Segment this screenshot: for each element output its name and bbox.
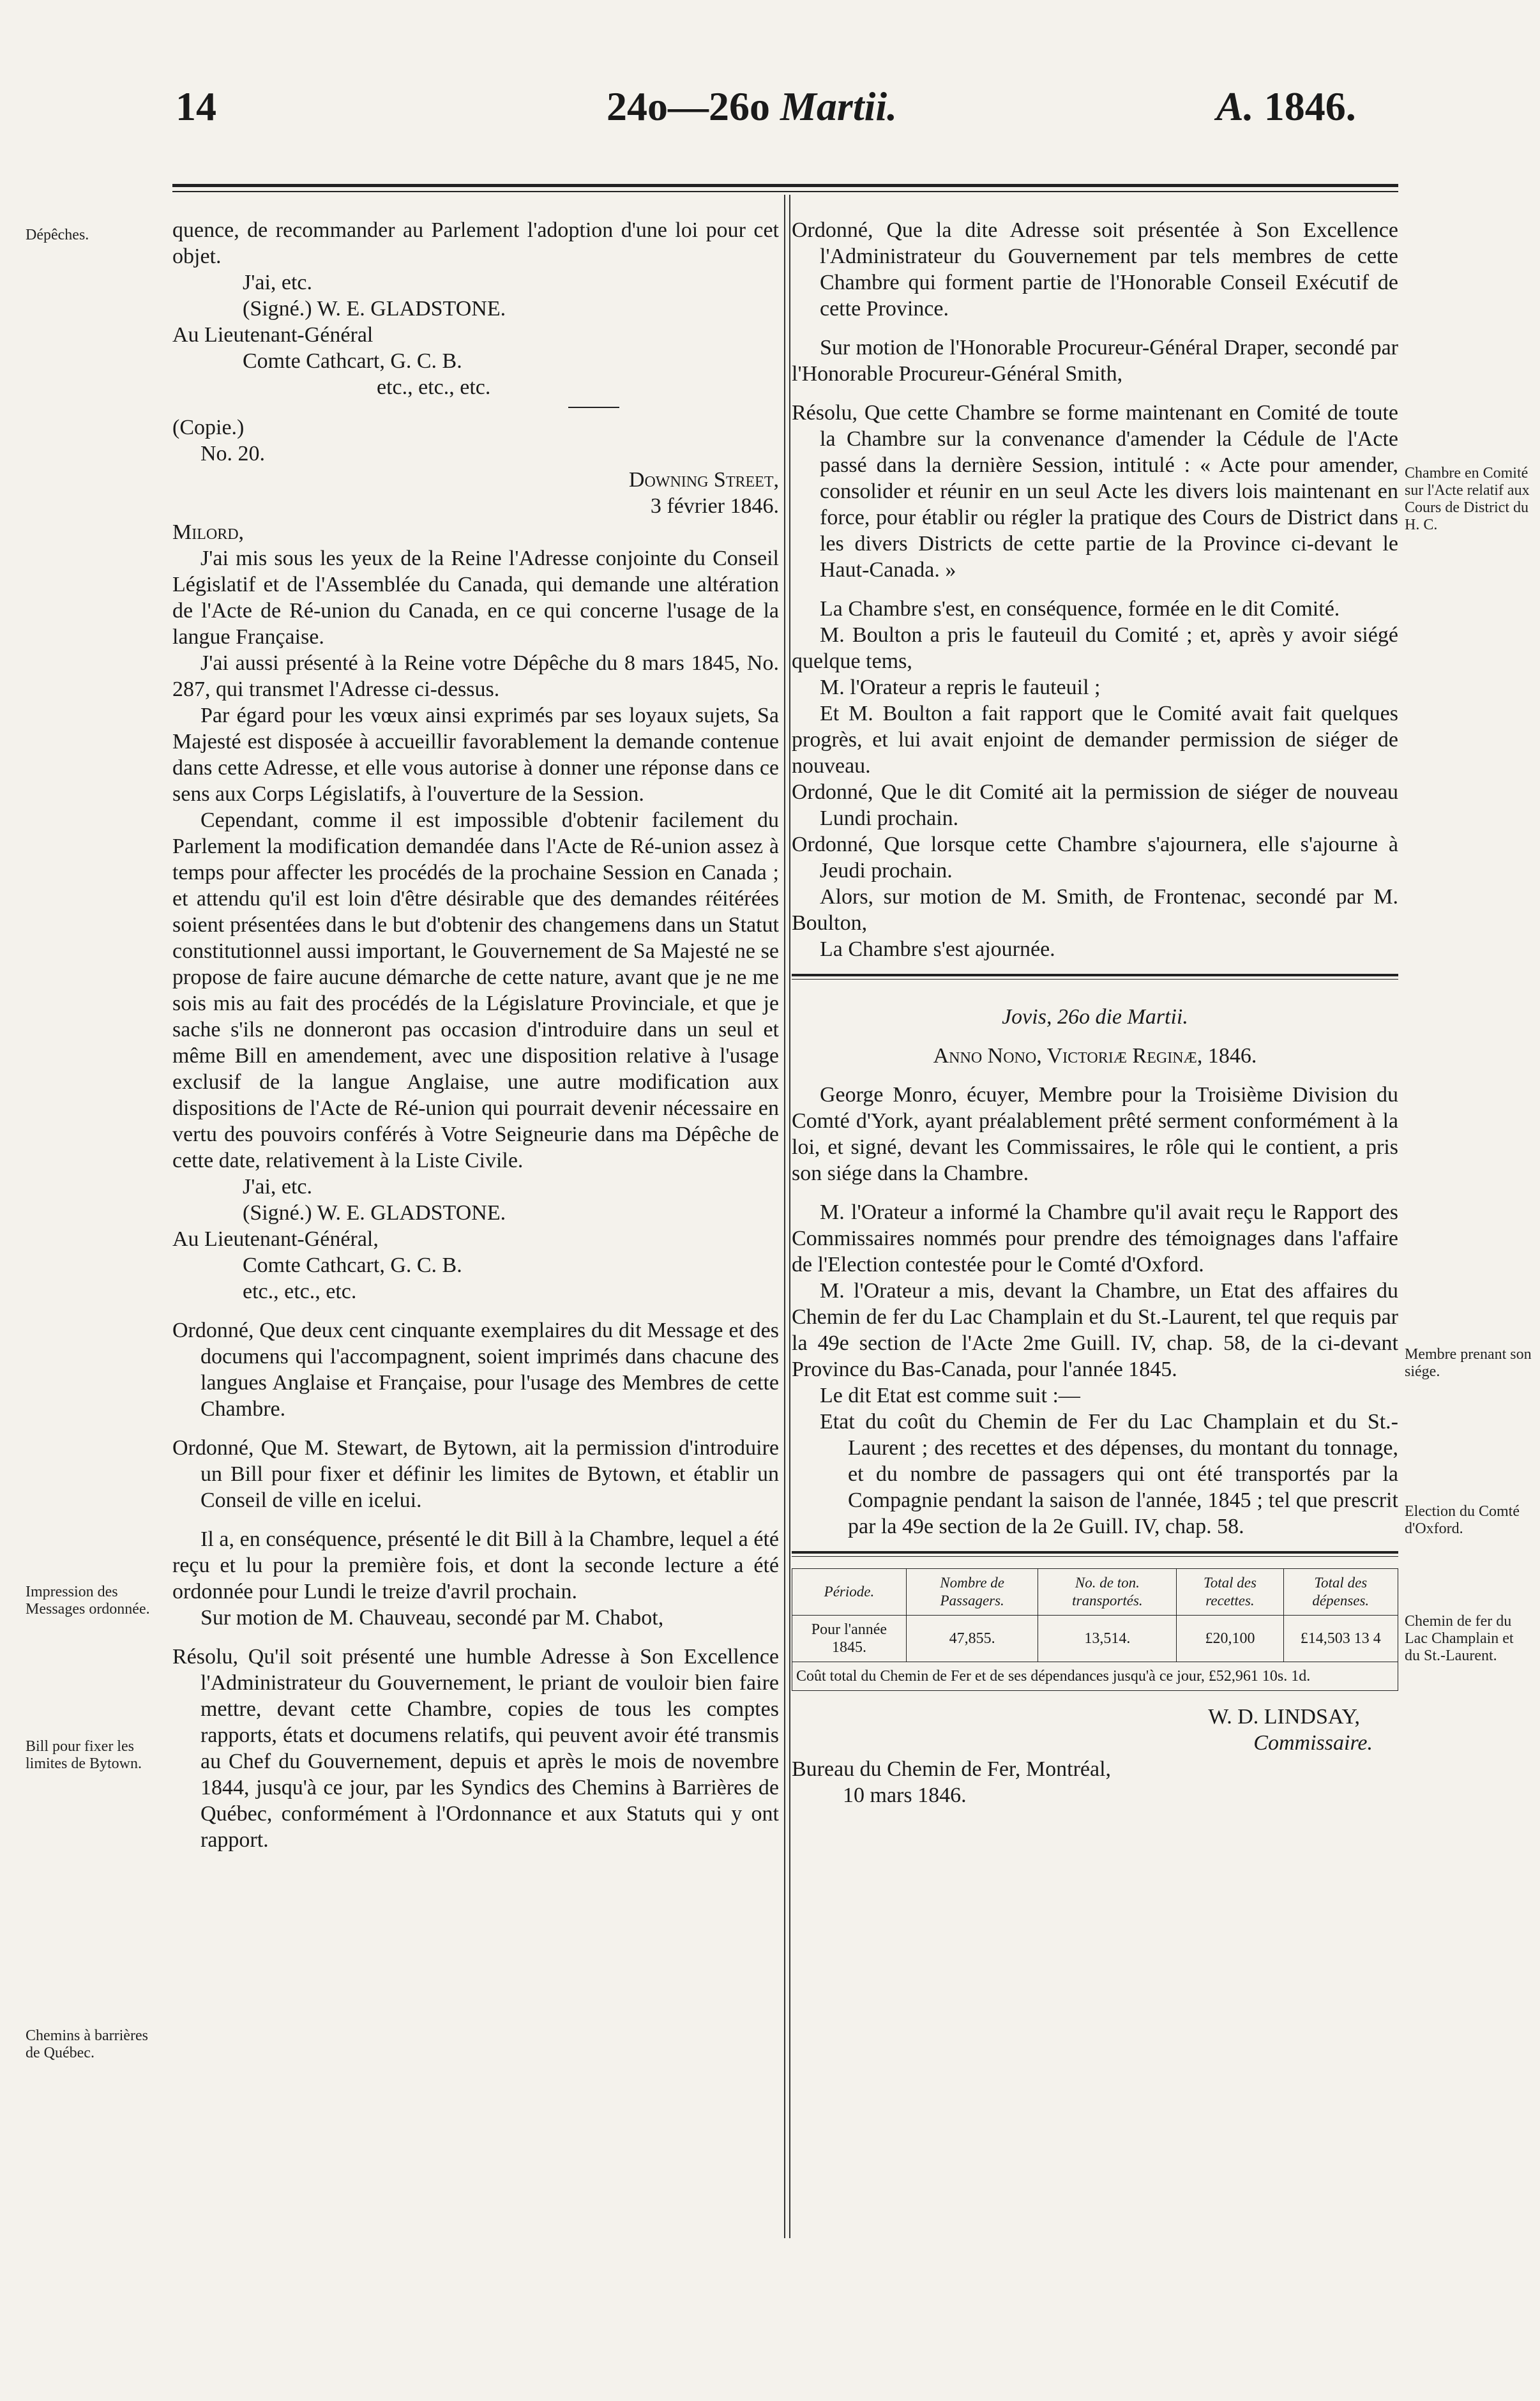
spacer	[792, 322, 1398, 335]
paragraph: M. l'Orateur a informé la Chambre qu'il avait reçu le Rapport des Commissaires nommés pour prendre des témoignages dans l'affaire de l'Election contestée pour le Comté d'Oxford.	[792, 1200, 1398, 1276]
paragraph: J'ai mis sous les yeux de la Reine l'Adresse conjointe du Conseil Législatif et de l'Assemblée du Canada, qui demande une altération de l'Acte de Ré-union du Canada, en ce qui concerne l'usage de la langue Française.	[172, 547, 779, 649]
closing-line: J'ai, etc.	[243, 271, 313, 294]
addressee-name: Comte Cathcart, G. C. B.	[243, 1254, 462, 1277]
signature-date: 10 mars 1846.	[843, 1784, 967, 1807]
page-header	[0, 83, 1540, 147]
resolution-paragraph: Résolu, Qu'il soit présenté une humble Adresse à Son Excellence l'Administrateur du Gouvernement, le priant de vouloir bien faire mettre, devant cette Chambre, copies de tous les comptes rapports, états et documens relatifs, qui peuvent avoir été transmis au Chef du Gouvernement, depuis et après le mois de novembre 1844, jusqu'à ce jour, par les Syndics des Chemins à Barrières de Québec, conformément à l'Ordonnance et aux Statuts qui y ont rapport.	[172, 1645, 779, 1852]
page-number: 14	[176, 84, 216, 129]
addressee-name: Comte Cathcart, G. C. B.	[243, 349, 462, 373]
spacer	[792, 1186, 1398, 1199]
motion-paragraph: Alors, sur motion de M. Smith, de Frontenac, secondé par M. Boulton,	[792, 885, 1398, 935]
addressee-line: Au Lieutenant-Général	[172, 323, 374, 347]
paragraph: J'ai aussi présenté à la Reine votre Dépêche du 8 mars 1845, No. 287, qui transmet l'Adresse ci-dessus.	[172, 651, 779, 701]
margin-note-bill-bytown: Bill pour fixer les limites de Bytown.	[26, 1738, 142, 1772]
header-date: 24o—26o Martii.	[607, 84, 898, 129]
signature-line: (Signé.) W. E. GLADSTONE.	[243, 1201, 506, 1225]
copy-label: (Copie.)	[172, 416, 245, 439]
paragraph: M. l'Orateur a mis, devant la Chambre, un Etat des affaires du Chemin de fer du Lac Champlain et du St.-Laurent, tel que requis par la 49e section de l'Acte 2me Guill. IV, chap. 58, de la ci-devant Province du Bas-Canada, pour l'année 1845.	[792, 1279, 1398, 1381]
table-cell: 47,855.	[906, 1616, 1038, 1662]
table-total-row	[792, 1662, 1398, 1691]
table-cell: 13,514.	[1038, 1616, 1177, 1662]
margin-note-chemin-fer: Chemin de fer du Lac Champlain et du St.-Laurent.	[1405, 1613, 1514, 1664]
dateline-date: 3 février 1846.	[650, 494, 779, 518]
paragraph: George Monro, écuyer, Membre pour la Troisième Division du Comté d'York, ayant préalablement prêté serment conformément à la loi, et signé, devant les Commissaires, le rôle qui le contient, a pris son siége dans la Chambre.	[792, 1083, 1398, 1185]
table-header-cell: Période.	[792, 1569, 907, 1616]
spacer	[792, 387, 1398, 400]
railway-statement-table	[792, 1568, 1398, 1691]
margin-note-election: Election du Comté d'Oxford.	[1405, 1503, 1520, 1537]
dateline-place: Downing Street,	[628, 468, 779, 492]
spacer	[792, 583, 1398, 596]
addressee-etc: etc., etc., etc.	[243, 1280, 357, 1303]
order-paragraph: Ordonné, Que le dit Comité ait la permission de siéger de nouveau Lundi prochain.	[792, 780, 1398, 830]
paragraph: Et M. Boulton a fait rapport que le Comité avait fait quelques progrès, et lui avait enjoint de demander permission de siéger de nouveau.	[792, 702, 1398, 778]
document-number: No. 20.	[200, 442, 266, 466]
table-header-cell: No. de ton. transportés.	[1038, 1569, 1177, 1616]
paragraph: La Chambre s'est ajournée.	[820, 937, 1055, 961]
signature-title: Commissaire.	[1253, 1731, 1373, 1755]
table-header-cell: Total des recettes.	[1177, 1569, 1283, 1616]
spacer	[792, 1069, 1398, 1082]
motion-paragraph: Sur motion de M. Chauveau, secondé par M. Chabot,	[200, 1606, 664, 1630]
spacer	[172, 1305, 779, 1317]
salutation: Milord,	[172, 520, 245, 544]
table-header-cell: Nombre de Passagers.	[906, 1569, 1038, 1616]
spacer	[792, 1030, 1398, 1043]
header-year: A. 1846.	[1216, 84, 1356, 129]
column-divider	[784, 195, 790, 2238]
paragraph: M. Boulton a pris le fauteuil du Comité ; et, après y avoir siégé quelque tems,	[792, 623, 1398, 673]
margin-note-chemins-barrieres: Chemins à barrières de Québec.	[26, 2027, 148, 2061]
statement-heading: Etat du coût du Chemin de Fer du Lac Champlain et du St.-Laurent ; des recettes et des dépenses, du montant du tonnage, et du nombre de passagers qui ont été transportés par la Compagnie pendant la saison de l'année, 1845 ; tel que prescrit par la 49e section de la 2e Guill. IV, chap. 58.	[820, 1410, 1398, 1538]
table-cell: Pour l'année 1845.	[792, 1616, 907, 1662]
margin-note-membre: Membre prenant son siége.	[1405, 1346, 1532, 1380]
resolution-paragraph: Résolu, Que cette Chambre se forme maintenant en Comité de toute la Chambre sur la convenance d'amender la Cédule de l'Acte passé dans la dernière Session, intitulé : « Acte pour amender, consolider et réunir en un seul Acte les divers lois maintenant en force, pour établir ou régler la pratique des Cours de District dans les divers Districts de cette partie de la Province ci-devant le Haut-Canada. »	[792, 401, 1398, 582]
table-header-row	[792, 1569, 1398, 1616]
table-cell: £20,100	[1177, 1616, 1283, 1662]
paragraph: Par égard pour les vœux ainsi exprimés par ses loyaux sujets, Sa Majesté est disposée à accueillir favorablement la demande contenue dans cette Adresse, et elle vous autorise à donner une réponse dans ce sens aux Corps Législatifs, à l'ouverture de la Session.	[172, 704, 779, 806]
short-rule	[568, 407, 619, 408]
paragraph: quence, de recommander au Parlement l'adoption d'une loi pour cet objet.	[172, 218, 779, 268]
paragraph: Le dit Etat est comme suit :—	[820, 1384, 1080, 1407]
paragraph: La Chambre s'est, en conséquence, formée en le dit Comité.	[820, 597, 1340, 621]
order-paragraph: Ordonné, Que deux cent cinquante exemplaires du dit Message et des documens qui l'accompagnent, soient imprimés dans chacune des langues Anglaise et Française, pour l'usage des Membres de cette Chambre.	[172, 1319, 779, 1421]
spacer	[172, 1631, 779, 1644]
spacer	[792, 1691, 1398, 1704]
table-cell: £14,503 13 4	[1283, 1616, 1398, 1662]
order-paragraph: Ordonné, Que la dite Adresse soit présentée à Son Excellence l'Administrateur du Gouvernement par tels membres de cette Chambre qui forment partie de l'Honorable Conseil Exécutif de cette Province.	[792, 218, 1398, 321]
left-column	[172, 217, 779, 1853]
header-rule	[172, 184, 1398, 192]
margin-note-depeches: Dépêches.	[26, 227, 89, 243]
day-heading: Jovis, 26o die Martii.	[1002, 1005, 1188, 1029]
margin-note-impression: Impression des Messages ordonnée.	[26, 1584, 150, 1617]
order-paragraph: Ordonné, Que lorsque cette Chambre s'ajournera, elle s'ajourne à Jeudi prochain.	[792, 833, 1398, 882]
paragraph: Il a, en conséquence, présenté le dit Bill à la Chambre, lequel a été reçu et lu pour la première fois, et dont la seconde lecture a été ordonnée pour Lundi le treize d'avril prochain.	[172, 1527, 779, 1603]
signature-line: (Signé.) W. E. GLADSTONE.	[243, 297, 506, 321]
regnal-year-heading: Anno Nono, Victoriæ Reginæ, 1846.	[933, 1044, 1257, 1068]
addressee-line: Au Lieutenant-Général,	[172, 1227, 379, 1251]
spacer	[172, 1422, 779, 1435]
addressee-etc: etc., etc., etc.	[377, 375, 491, 399]
motion-paragraph: Sur motion de l'Honorable Procureur-Général Draper, secondé par l'Honorable Procureur-Général Smith,	[792, 336, 1398, 386]
table-row	[792, 1616, 1398, 1662]
section-rule	[792, 974, 1398, 980]
closing-line: J'ai, etc.	[243, 1175, 313, 1199]
margin-note-comite: Chambre en Comité sur l'Acte relatif aux Cours de District du H. C.	[1405, 465, 1530, 533]
right-column	[792, 217, 1398, 1808]
spacer	[792, 991, 1398, 1004]
order-paragraph: Ordonné, Que M. Stewart, de Bytown, ait la permission d'introduire un Bill pour fixer et définir les limites de Bytown, et établir un Conseil de ville en icelui.	[172, 1436, 779, 1512]
paragraph: M. l'Orateur a repris le fauteuil ;	[820, 676, 1101, 699]
table-total-cell: Coût total du Chemin de Fer et de ses dépendances jusqu'à ce jour, £52,961 10s. 1d.	[792, 1662, 1398, 1691]
signature-place: Bureau du Chemin de Fer, Montréal,	[792, 1757, 1112, 1781]
table-header-cell: Total des dépenses.	[1283, 1569, 1398, 1616]
spacer	[172, 1513, 779, 1526]
table-rule	[792, 1551, 1398, 1557]
signature-name: W. D. LINDSAY,	[1208, 1705, 1360, 1729]
paragraph: Cependant, comme il est impossible d'obtenir facilement du Parlement la modification demandée dans l'Acte de Ré-union assez à temps pour affecter les procédés de la prochaine Session en Canada ; et attendu qu'il est loin d'être désirable que des demandes réitérées soient présentées dans le but d'obtenir des changemens dans un Statut constitutionnel aussi important, le Gouvernement de Sa Majesté ne se propose de faire aucune démarche de cette nature, avant que je ne me sois mis au fait des procédés de la Législature Provinciale, et que je sache s'ils ne donneront pas occasion d'introduire dans un seul et même Bill en amendement, avec une disposition relative à l'usage exclusif de la langue Anglaise, une autre modification aux dispositions de l'Acte de Ré-union qui pourrait devenir nécessaire en vertu des pouvoirs conférés à Votre Seigneurie dans ma Dépêche de cette date, relativement à la Liste Civile.	[172, 808, 779, 1172]
